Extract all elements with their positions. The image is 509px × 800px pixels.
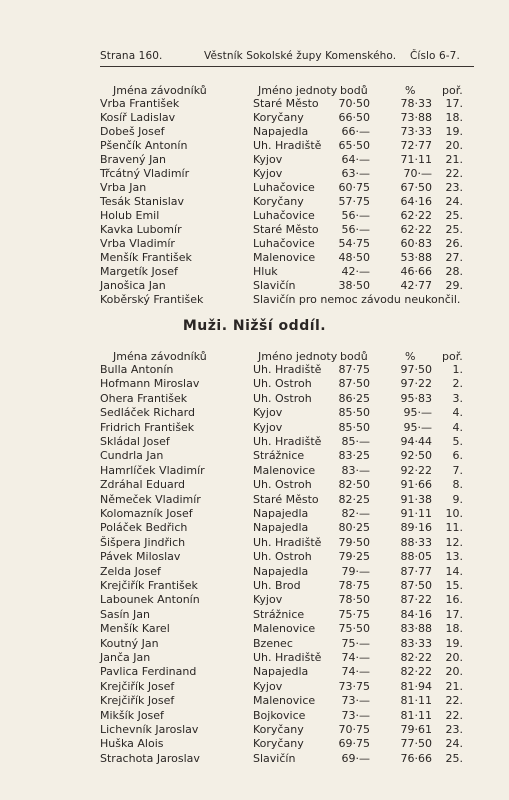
percent-value: 87·50 bbox=[400, 579, 432, 592]
club-name: Slavičín bbox=[253, 751, 296, 765]
rank-value: 3. bbox=[452, 391, 463, 405]
rank-value: 23. bbox=[445, 181, 463, 194]
club-name: Luhačovice bbox=[253, 209, 315, 222]
rank-value: 18. bbox=[445, 111, 463, 124]
points-value: 85·50 bbox=[338, 420, 370, 434]
table-row bbox=[0, 97, 509, 111]
percent-value: 91·66 bbox=[400, 478, 432, 492]
club-name: Kyjov bbox=[253, 420, 283, 434]
rank-value: 4. bbox=[452, 420, 463, 434]
competitor-name: Mikšík Josef bbox=[100, 708, 164, 722]
section-title: Muži. Nižší oddíl. bbox=[182, 318, 327, 334]
points-value: 66·50 bbox=[338, 111, 370, 124]
col-header-percent: % bbox=[405, 84, 416, 97]
table-row bbox=[0, 680, 509, 694]
club-name: Koryčany bbox=[253, 723, 304, 736]
competitor-name: Zdráhal Eduard bbox=[100, 478, 186, 492]
points-value: 75·50 bbox=[338, 622, 370, 636]
table-row bbox=[0, 752, 509, 766]
percent-value: 82·22 bbox=[400, 651, 432, 664]
rank-value: 6. bbox=[452, 449, 463, 463]
percent-value: 70·— bbox=[403, 167, 432, 180]
rank-value: 17. bbox=[445, 97, 463, 110]
club-name: Uh. Ostroh bbox=[253, 377, 312, 391]
table-row bbox=[0, 507, 509, 521]
club-name: Uh. Ostroh bbox=[253, 550, 312, 564]
points-value: 60·75 bbox=[338, 181, 370, 194]
percent-value: 83·88 bbox=[400, 622, 432, 636]
club-name: Malenovice bbox=[253, 463, 316, 477]
rank-value: 23. bbox=[445, 723, 463, 736]
table-row bbox=[0, 637, 509, 651]
points-value: 73·— bbox=[341, 708, 370, 722]
table-row bbox=[0, 464, 509, 478]
competitor-name: Labounek Antonín bbox=[100, 593, 200, 607]
competitor-name: Šišpera Jindřich bbox=[100, 535, 186, 549]
percent-value: 95·83 bbox=[400, 391, 432, 405]
competitor-name: Strachota Jaroslav bbox=[100, 751, 200, 765]
points-value: 56·— bbox=[341, 209, 370, 222]
competitor-name: Pavlica Ferdinand bbox=[100, 665, 197, 679]
competitor-name: Němeček Vladimír bbox=[100, 492, 201, 506]
table-row bbox=[0, 651, 509, 665]
percent-value: 73·33 bbox=[400, 125, 432, 138]
club-name: Kyjov bbox=[253, 679, 283, 693]
rank-value: 9. bbox=[452, 492, 463, 506]
competitor-name: Pšenčík Antonín bbox=[100, 139, 188, 152]
points-value: 56·— bbox=[341, 223, 370, 236]
competitor-name: Lichevník Jaroslav bbox=[100, 723, 199, 736]
points-value: 82·25 bbox=[338, 492, 370, 506]
competitor-name: Kavka Lubomír bbox=[100, 223, 182, 236]
competitor-name: Hamrlíček Vladimír bbox=[100, 463, 205, 477]
points-value: 85·— bbox=[341, 435, 370, 448]
rank-value: 4. bbox=[452, 406, 463, 420]
competitor-name: Sedláček Richard bbox=[100, 406, 195, 420]
club-name: Malenovice bbox=[253, 251, 316, 264]
rank-value: 25. bbox=[445, 209, 463, 222]
percent-value: 87·22 bbox=[400, 593, 432, 607]
col-header-names: Jména závodníků bbox=[113, 350, 207, 363]
points-value: 64·— bbox=[341, 153, 370, 166]
competitor-name: Menšík František bbox=[100, 251, 192, 264]
col-header-rank: poř. bbox=[442, 84, 463, 97]
percent-value: 73·88 bbox=[400, 111, 432, 124]
club-name: Uh. Hradiště bbox=[253, 535, 322, 549]
club-name: Bojkovice bbox=[253, 708, 306, 722]
competitor-name: Janča Jan bbox=[100, 651, 151, 664]
table-header-2 bbox=[0, 350, 509, 364]
percent-value: 72·77 bbox=[400, 139, 432, 152]
table-row bbox=[0, 377, 509, 391]
competitor-name: Třcátný Vladimír bbox=[100, 167, 190, 180]
rank-value: 7. bbox=[452, 463, 463, 477]
col-header-club: Jméno jednoty bbox=[258, 84, 338, 97]
competitor-name: Holub Emil bbox=[100, 209, 160, 222]
percent-value: 92·50 bbox=[400, 449, 432, 463]
rank-value: 25. bbox=[445, 223, 463, 236]
percent-value: 81·11 bbox=[400, 694, 432, 708]
club-name: Kyjov bbox=[253, 593, 283, 607]
rank-value: 24. bbox=[445, 195, 463, 208]
competitor-name: Pávek Miloslav bbox=[100, 550, 181, 564]
table-row bbox=[0, 608, 509, 622]
points-value: 63·— bbox=[341, 167, 370, 180]
points-value: 69·— bbox=[341, 751, 370, 765]
club-name: Uh. Ostroh bbox=[253, 391, 312, 405]
club-name: Koryčany bbox=[253, 195, 304, 208]
competitor-name: Hofmann Miroslav bbox=[100, 377, 200, 391]
points-value: 78·75 bbox=[338, 579, 370, 592]
table-row bbox=[0, 723, 509, 737]
club-name: Kyjov bbox=[253, 153, 283, 166]
table-row bbox=[0, 493, 509, 507]
table-header-1 bbox=[0, 84, 509, 98]
table-row bbox=[0, 279, 509, 293]
competitor-name: Margetík Josef bbox=[100, 265, 178, 278]
rank-value: 27. bbox=[445, 251, 463, 264]
competitor-name: Vrba Jan bbox=[100, 181, 147, 194]
percent-value: 89·16 bbox=[400, 521, 432, 535]
table-row bbox=[0, 167, 509, 181]
not-finished-note: Slavičín pro nemoc závodu neukončil. bbox=[253, 293, 461, 306]
club-name: Luhačovice bbox=[253, 181, 315, 194]
competitor-name: Koběrský František bbox=[100, 293, 204, 306]
competitor-name: Zelda Josef bbox=[100, 564, 161, 578]
points-value: 65·50 bbox=[338, 139, 370, 152]
rank-value: 29. bbox=[445, 279, 463, 292]
rank-value: 16. bbox=[445, 593, 463, 607]
points-value: 73·— bbox=[341, 694, 370, 708]
club-name: Koryčany bbox=[253, 111, 304, 124]
club-name: Napajedla bbox=[253, 125, 309, 138]
points-value: 82·50 bbox=[338, 478, 370, 492]
points-value: 79·50 bbox=[338, 535, 370, 549]
table-row bbox=[0, 435, 509, 449]
competitor-name: Janošica Jan bbox=[100, 279, 166, 292]
table-row bbox=[0, 709, 509, 723]
table-row bbox=[0, 125, 509, 139]
percent-value: 97·50 bbox=[400, 363, 432, 376]
table-row bbox=[0, 139, 509, 153]
rank-value: 21. bbox=[445, 153, 463, 166]
club-name: Napajedla bbox=[253, 665, 309, 679]
points-value: 80·25 bbox=[338, 521, 370, 535]
table-row bbox=[0, 536, 509, 550]
rank-value: 5. bbox=[452, 435, 463, 448]
competitor-name: Cundrla Jan bbox=[100, 449, 164, 463]
competitor-name: Skládal Josef bbox=[100, 435, 170, 448]
percent-value: 88·33 bbox=[400, 535, 432, 549]
club-name: Kyjov bbox=[253, 406, 283, 420]
issue-number: Číslo 6-7. bbox=[410, 50, 460, 62]
percent-value: 97·22 bbox=[400, 377, 432, 391]
rank-value: 28. bbox=[445, 265, 463, 278]
table-row bbox=[0, 209, 509, 223]
rank-value: 22. bbox=[445, 708, 463, 722]
table-row bbox=[0, 237, 509, 251]
percent-value: 60·83 bbox=[400, 237, 432, 250]
percent-value: 81·94 bbox=[400, 679, 432, 693]
competitor-name: Huška Alois bbox=[100, 737, 164, 751]
rank-value: 8. bbox=[452, 478, 463, 492]
rank-value: 11. bbox=[445, 521, 463, 535]
points-value: 78·50 bbox=[338, 593, 370, 607]
table-row bbox=[0, 111, 509, 125]
club-name: Strážnice bbox=[253, 449, 305, 463]
competitor-name: Krejčiřík Josef bbox=[100, 694, 175, 708]
points-value: 38·50 bbox=[338, 279, 370, 292]
table-row bbox=[0, 521, 509, 535]
percent-value: 64·16 bbox=[400, 195, 432, 208]
percent-value: 91·38 bbox=[400, 492, 432, 506]
points-value: 54·75 bbox=[338, 237, 370, 250]
header-rule bbox=[100, 66, 474, 67]
rank-value: 24. bbox=[445, 737, 463, 751]
competitor-name: Kolomazník Josef bbox=[100, 507, 193, 520]
competitor-name: Vrba František bbox=[100, 97, 180, 110]
points-value: 74·— bbox=[341, 651, 370, 664]
col-header-club: Jméno jednoty bbox=[258, 350, 338, 363]
club-name: Bzenec bbox=[253, 636, 293, 650]
rank-value: 21. bbox=[445, 679, 463, 693]
percent-value: 81·11 bbox=[400, 708, 432, 722]
table-row bbox=[0, 195, 509, 209]
percent-value: 84·16 bbox=[400, 607, 432, 621]
col-header-names: Jména závodníků bbox=[113, 84, 207, 97]
page-header bbox=[100, 50, 474, 66]
journal-title: Věstník Sokolské župy Komenského. bbox=[204, 50, 397, 62]
competitor-name: Dobeš Josef bbox=[100, 125, 165, 138]
table-row bbox=[0, 550, 509, 564]
competitor-name: Fridrich František bbox=[100, 420, 195, 434]
points-value: 85·50 bbox=[338, 406, 370, 420]
club-name: Uh. Hradiště bbox=[253, 139, 322, 152]
rank-value: 26. bbox=[445, 237, 463, 250]
competitor-name: Tesák Stanislav bbox=[100, 195, 185, 208]
points-value: 73·75 bbox=[338, 679, 370, 693]
competitor-name: Bravený Jan bbox=[100, 153, 167, 166]
club-name: Uh. Hradiště bbox=[253, 651, 322, 664]
percent-value: 46·66 bbox=[400, 265, 432, 278]
club-name: Strážnice bbox=[253, 607, 305, 621]
club-name: Uh. Ostroh bbox=[253, 478, 312, 492]
competitor-name: Ohera František bbox=[100, 391, 188, 405]
points-value: 48·50 bbox=[338, 251, 370, 264]
percent-value: 77·50 bbox=[400, 737, 432, 751]
percent-value: 95·— bbox=[403, 420, 432, 434]
competitor-name: Poláček Bedřich bbox=[100, 521, 188, 535]
club-name: Staré Město bbox=[253, 97, 319, 110]
rank-value: 22. bbox=[445, 167, 463, 180]
points-value: 74·— bbox=[341, 665, 370, 679]
points-value: 79·— bbox=[341, 564, 370, 578]
club-name: Koryčany bbox=[253, 737, 304, 751]
club-name: Hluk bbox=[253, 265, 278, 278]
rank-value: 19. bbox=[445, 125, 463, 138]
col-header-points: bodů bbox=[340, 350, 368, 363]
table-row bbox=[0, 265, 509, 279]
rank-value: 25. bbox=[445, 751, 463, 765]
table-row bbox=[0, 622, 509, 636]
percent-value: 83·33 bbox=[400, 636, 432, 650]
percent-value: 88·05 bbox=[400, 550, 432, 564]
table-row bbox=[0, 421, 509, 435]
rank-value: 15. bbox=[445, 579, 463, 592]
points-value: 86·25 bbox=[338, 391, 370, 405]
competitor-name: Menšík Karel bbox=[100, 622, 170, 636]
competitor-name: Bulla Antonín bbox=[100, 363, 174, 376]
points-value: 87·75 bbox=[338, 363, 370, 376]
table-row bbox=[0, 737, 509, 751]
club-name: Napajedla bbox=[253, 507, 309, 520]
table-row bbox=[0, 565, 509, 579]
table-row bbox=[0, 478, 509, 492]
club-name: Uh. Hradiště bbox=[253, 363, 322, 376]
competitor-name: Sasín Jan bbox=[100, 607, 150, 621]
rank-value: 1. bbox=[452, 363, 463, 376]
table-row-not-finished bbox=[0, 293, 509, 307]
table-row bbox=[0, 392, 509, 406]
percent-value: 62·22 bbox=[400, 209, 432, 222]
competitor-name: Koutný Jan bbox=[100, 636, 159, 650]
rank-value: 20. bbox=[445, 651, 463, 664]
percent-value: 82·22 bbox=[400, 665, 432, 679]
rank-value: 13. bbox=[445, 550, 463, 564]
table-row bbox=[0, 665, 509, 679]
club-name: Kyjov bbox=[253, 167, 283, 180]
points-value: 69·75 bbox=[338, 737, 370, 751]
percent-value: 87·77 bbox=[400, 564, 432, 578]
points-value: 83·25 bbox=[338, 449, 370, 463]
table-row bbox=[0, 251, 509, 265]
table-row bbox=[0, 694, 509, 708]
percent-value: 95·— bbox=[403, 406, 432, 420]
percent-value: 42·77 bbox=[400, 279, 432, 292]
col-header-points: bodů bbox=[340, 84, 368, 97]
points-value: 70·75 bbox=[338, 723, 370, 736]
rank-value: 2. bbox=[452, 377, 463, 391]
club-name: Slavičín bbox=[253, 279, 296, 292]
table-row bbox=[0, 223, 509, 237]
points-value: 79·25 bbox=[338, 550, 370, 564]
competitor-name: Krejčiřík Josef bbox=[100, 679, 175, 693]
table-row bbox=[0, 153, 509, 167]
points-value: 82·— bbox=[341, 507, 370, 520]
percent-value: 94·44 bbox=[400, 435, 432, 448]
percent-value: 53·88 bbox=[400, 251, 432, 264]
points-value: 57·75 bbox=[338, 195, 370, 208]
percent-value: 76·66 bbox=[400, 751, 432, 765]
percent-value: 79·61 bbox=[400, 723, 432, 736]
club-name: Malenovice bbox=[253, 622, 316, 636]
club-name: Napajedla bbox=[253, 521, 309, 535]
club-name: Staré Město bbox=[253, 492, 319, 506]
club-name: Malenovice bbox=[253, 694, 316, 708]
percent-value: 91·11 bbox=[400, 507, 432, 520]
percent-value: 92·22 bbox=[400, 463, 432, 477]
rank-value: 12. bbox=[445, 535, 463, 549]
points-value: 66·— bbox=[341, 125, 370, 138]
col-header-rank: poř. bbox=[442, 350, 463, 363]
points-value: 75·75 bbox=[338, 607, 370, 621]
percent-value: 62·22 bbox=[400, 223, 432, 236]
points-value: 75·— bbox=[341, 636, 370, 650]
percent-value: 71·11 bbox=[400, 153, 432, 166]
rank-value: 17. bbox=[445, 607, 463, 621]
table-row bbox=[0, 363, 509, 377]
table-row bbox=[0, 449, 509, 463]
points-value: 87·50 bbox=[338, 377, 370, 391]
page-label: Strana 160. bbox=[100, 50, 163, 62]
points-value: 83·— bbox=[341, 463, 370, 477]
club-name: Luhačovice bbox=[253, 237, 315, 250]
rank-value: 20. bbox=[445, 665, 463, 679]
competitor-name: Kosíř Ladislav bbox=[100, 111, 176, 124]
percent-value: 78·33 bbox=[400, 97, 432, 110]
rank-value: 20. bbox=[445, 139, 463, 152]
club-name: Uh. Hradiště bbox=[253, 435, 322, 448]
competitor-name: Krejčiřík František bbox=[100, 579, 198, 592]
club-name: Napajedla bbox=[253, 564, 309, 578]
points-value: 42·— bbox=[341, 265, 370, 278]
club-name: Staré Město bbox=[253, 223, 319, 236]
table-row bbox=[0, 593, 509, 607]
rank-value: 14. bbox=[445, 564, 463, 578]
percent-value: 67·50 bbox=[400, 181, 432, 194]
rank-value: 22. bbox=[445, 694, 463, 708]
rank-value: 18. bbox=[445, 622, 463, 636]
rank-value: 10. bbox=[445, 507, 463, 520]
table-row bbox=[0, 406, 509, 420]
points-value: 70·50 bbox=[338, 97, 370, 110]
col-header-percent: % bbox=[405, 350, 416, 363]
rank-value: 19. bbox=[445, 636, 463, 650]
table-row bbox=[0, 181, 509, 195]
competitor-name: Vrba Vladimír bbox=[100, 237, 175, 250]
table-row bbox=[0, 579, 509, 593]
club-name: Uh. Brod bbox=[253, 579, 301, 592]
